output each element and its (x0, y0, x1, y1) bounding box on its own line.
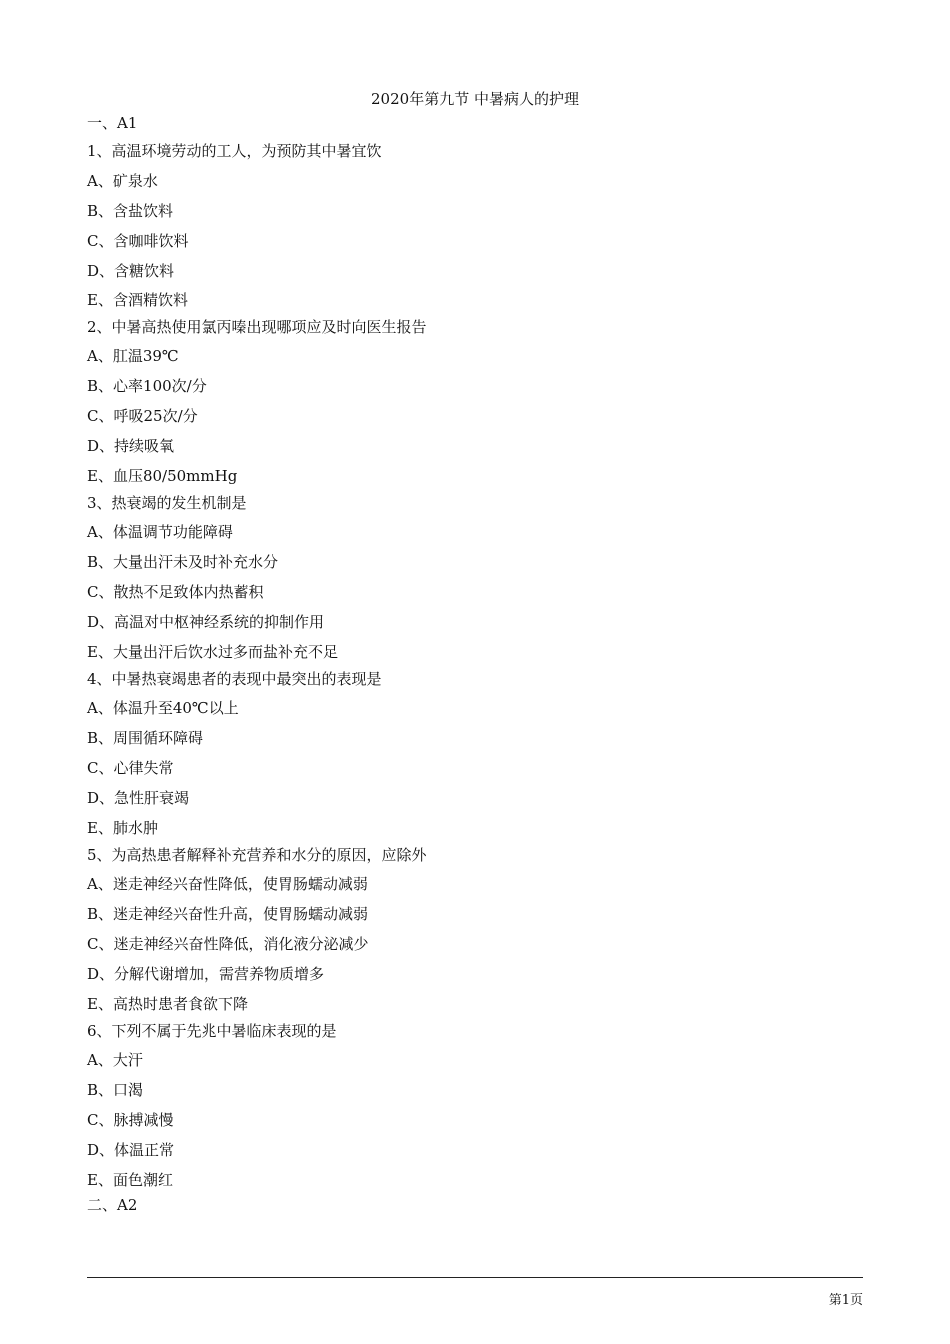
answer-option: A、体温升至40℃以上 (87, 699, 239, 717)
answer-option: D、高温对中枢神经系统的抑制作用 (87, 613, 325, 631)
answer-option: D、急性肝衰竭 (87, 789, 190, 807)
page-title: 2020年第九节 中暑病人的护理 (371, 90, 579, 108)
answer-option: C、脉搏减慢 (87, 1111, 174, 1129)
answer-option: E、含酒精饮料 (87, 291, 188, 309)
section-heading: 二、A2 (87, 1196, 138, 1214)
answer-option: A、体温调节功能障碍 (87, 523, 233, 541)
answer-option: B、心率100次/分 (87, 377, 207, 395)
answer-option: A、迷走神经兴奋性降低，使胃肠蠕动减弱 (87, 875, 368, 893)
question-stem: 6、下列不属于先兆中暑临床表现的是 (87, 1022, 337, 1040)
footer-rule (87, 1277, 863, 1278)
answer-option: A、肛温39℃ (87, 347, 179, 365)
answer-option: A、大汗 (87, 1051, 143, 1069)
question-stem: 4、中暑热衰竭患者的表现中最突出的表现是 (87, 670, 382, 688)
answer-option: D、分解代谢增加，需营养物质增多 (87, 965, 325, 983)
answer-option: B、迷走神经兴奋性升高，使胃肠蠕动减弱 (87, 905, 369, 923)
answer-option: D、体温正常 (87, 1141, 175, 1159)
answer-option: C、心律失常 (87, 759, 174, 777)
section-heading: 一、A1 (87, 114, 138, 132)
question-stem: 2、中暑高热使用氯丙嗪出现哪项应及时向医生报告 (87, 318, 427, 336)
answer-option: C、呼吸25次/分 (87, 407, 198, 425)
answer-option: B、周围循环障碍 (87, 729, 204, 747)
answer-option: B、含盐饮料 (87, 202, 174, 220)
question-stem: 5、为高热患者解释补充营养和水分的原因，应除外 (87, 846, 427, 864)
answer-option: C、含咖啡饮料 (87, 232, 189, 250)
answer-option: E、血压80/50mmHg (87, 467, 238, 485)
answer-option: E、面色潮红 (87, 1171, 173, 1189)
answer-option: E、大量出汗后饮水过多而盐补充不足 (87, 643, 338, 661)
answer-option: E、高热时患者食欲下降 (87, 995, 248, 1013)
answer-option: D、含糖饮料 (87, 262, 175, 280)
answer-option: B、口渴 (87, 1081, 144, 1099)
question-stem: 3、热衰竭的发生机制是 (87, 494, 247, 512)
page-number: 第1页 (828, 1293, 863, 1308)
answer-option: C、散热不足致体内热蓄积 (87, 583, 264, 601)
answer-option: D、持续吸氧 (87, 437, 175, 455)
answer-option: E、肺水肿 (87, 819, 158, 837)
answer-option: A、矿泉水 (87, 172, 158, 190)
answer-option: B、大量出汗未及时补充水分 (87, 553, 279, 571)
answer-option: C、迷走神经兴奋性降低，消化液分泌减少 (87, 935, 369, 953)
question-stem: 1、高温环境劳动的工人，为预防其中暑宜饮 (87, 142, 382, 160)
